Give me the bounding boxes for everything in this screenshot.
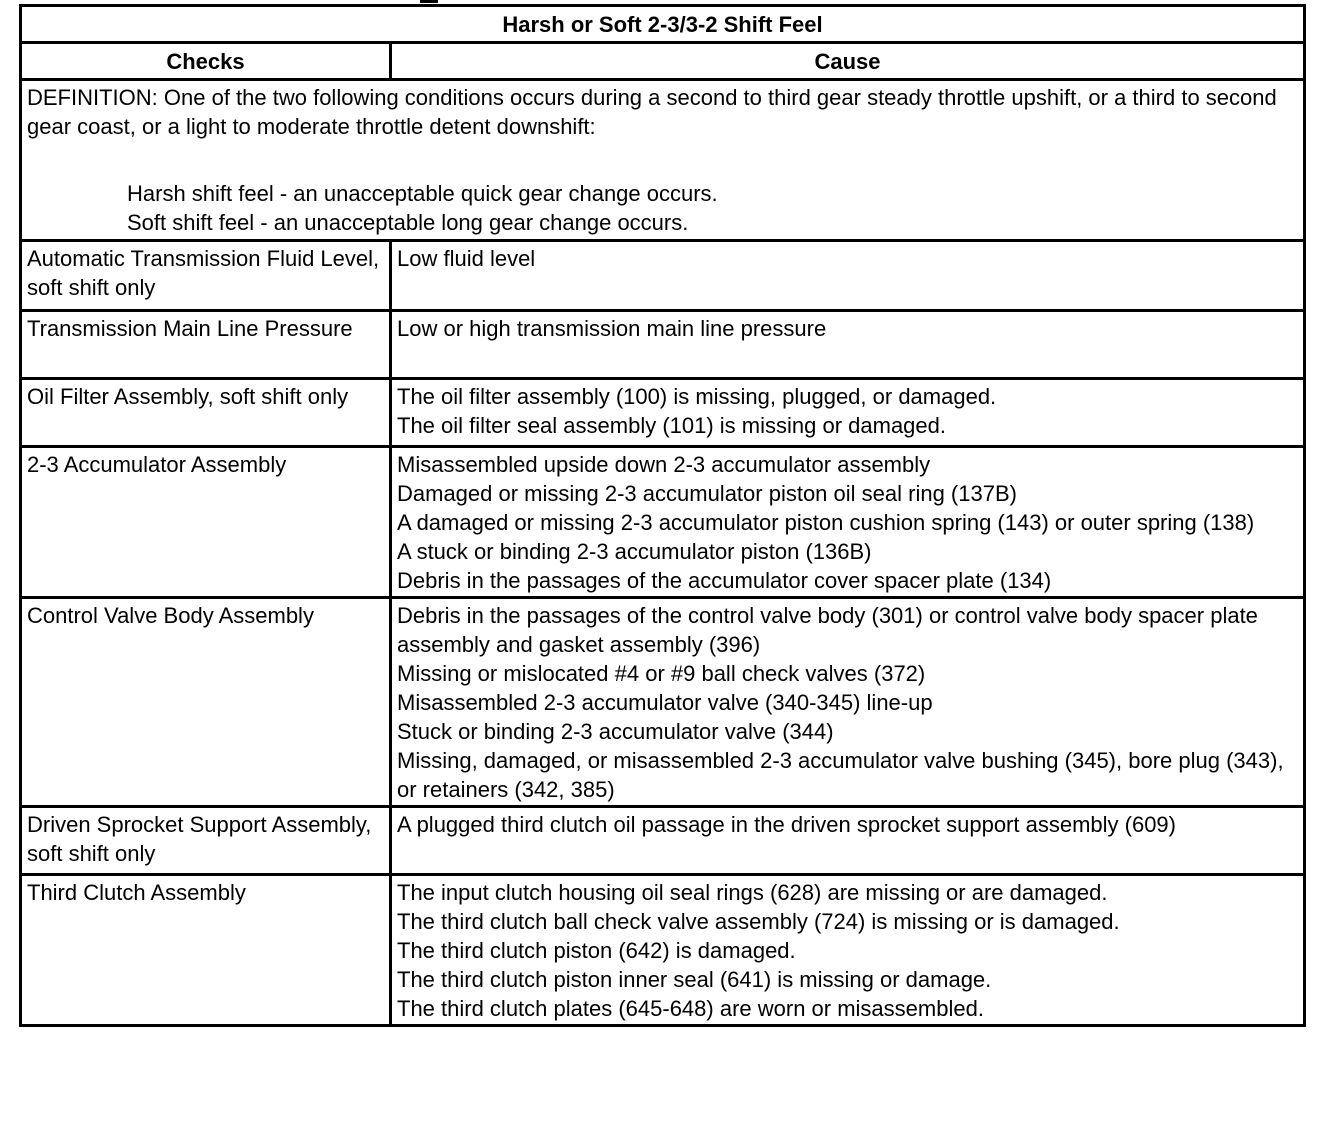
cause-header: Cause [391,43,1305,80]
table-row [21,875,1305,1026]
cause-cell [391,875,1305,1026]
table-row [21,447,1305,598]
check-cell: 2-3 Accumulator Assembly [21,447,391,598]
cause-line: A plugged third clutch oil passage in the driven sprocket support assembly (609) [397,812,1176,837]
check-cell: Automatic Transmission Fluid Level, soft shift only [21,241,391,311]
cause-line: The oil filter assembly (100) is missing, plugged, or damaged. [397,384,997,409]
checks-header: Checks [21,43,391,80]
definition-row [21,80,1305,241]
header-row [21,43,1305,80]
cause-line: Debris in the passages of the control valve body (301) or control valve body spacer plate assembly and gasket assembly (396) [397,603,1258,657]
cause-cell [391,598,1305,807]
check-cell: Transmission Main Line Pressure [21,311,391,379]
cause-cell [391,241,1305,311]
cause-line: The third clutch piston inner seal (641) is missing or damage. [397,967,992,992]
cause-line: The third clutch piston (642) is damaged. [397,938,796,963]
table-row [21,241,1305,311]
title-row [21,6,1305,43]
table-row [21,379,1305,447]
harsh-definition: Harsh shift feel - an unacceptable quick gear change occurs. [127,181,718,206]
diagnostic-table [19,4,1306,1027]
table-title: Harsh or Soft 2-3/3-2 Shift Feel [21,6,1305,43]
definition-cell [21,80,1305,241]
check-cell: Third Clutch Assembly [21,875,391,1026]
cause-line: The input clutch housing oil seal rings (628) are missing or are damaged. [397,880,1108,905]
cause-line: The oil filter seal assembly (101) is missing or damaged. [397,413,947,438]
check-cell: Oil Filter Assembly, soft shift only [21,379,391,447]
cause-line: Missing or mislocated #4 or #9 ball check valves (372) [397,661,926,686]
cause-line: Missing, damaged, or misassembled 2-3 accumulator valve bushing (345), bore plug (343), or retainers (342, 385) [397,748,1284,802]
table-row [21,598,1305,807]
check-cell: Control Valve Body Assembly [21,598,391,807]
cause-line: Debris in the passages of the accumulator cover spacer plate (134) [397,568,1052,593]
top-edge-mark [420,0,438,3]
cause-line: Misassembled upside down 2-3 accumulator assembly [397,452,931,477]
cause-line: Low fluid level [397,246,536,271]
soft-definition: Soft shift feel - an unacceptable long gear change occurs. [127,210,689,235]
check-cell: Driven Sprocket Support Assembly, soft shift only [21,807,391,875]
cause-line: A stuck or binding 2-3 accumulator piston (136B) [397,539,872,564]
cause-line: The third clutch ball check valve assembly (724) is missing or is damaged. [397,909,1120,934]
table-row [21,807,1305,875]
cause-line: Low or high transmission main line pressure [397,316,827,341]
cause-cell [391,379,1305,447]
cause-line: Stuck or binding 2-3 accumulator valve (344) [397,719,834,744]
cause-line: Damaged or missing 2-3 accumulator piston oil seal ring (137B) [397,481,1017,506]
cause-cell [391,447,1305,598]
table-row [21,311,1305,379]
cause-line: Misassembled 2-3 accumulator valve (340-345) line-up [397,690,933,715]
cause-line: A damaged or missing 2-3 accumulator piston cushion spring (143) or outer spring (138) [397,510,1255,535]
cause-cell [391,807,1305,875]
cause-cell [391,311,1305,379]
cause-line: The third clutch plates (645-648) are worn or misassembled. [397,996,984,1021]
definition-text: DEFINITION: One of the two following conditions occurs during a second to third gear steady throttle upshift, or a third to second gear coast, or a light to moderate throttle detent downshift: [27,85,1277,139]
